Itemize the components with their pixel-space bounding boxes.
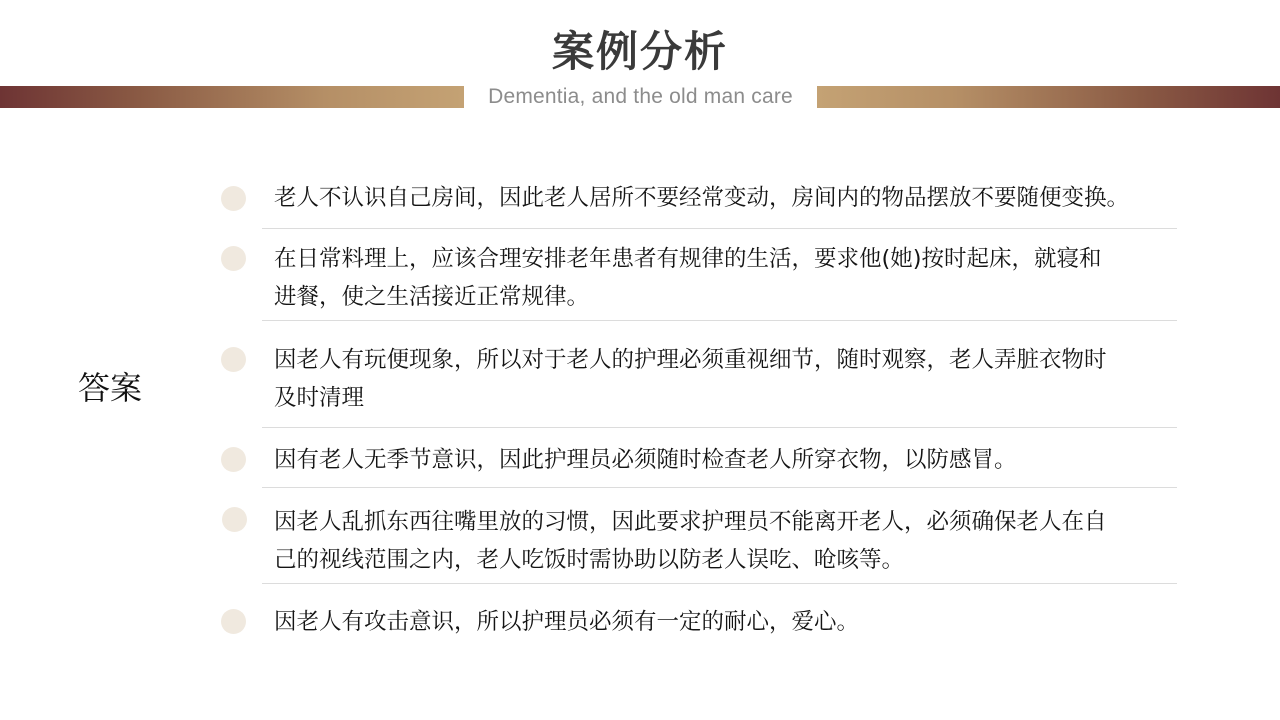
list-item-line: 及时清理 — [274, 385, 365, 411]
list-item-line: 因老人有攻击意识，所以护理员必须有一定的耐心，爱心。 — [274, 609, 860, 635]
list-item-line: 因老人有玩便现象，所以对于老人的护理必须重视细节，随时观察，老人弄脏衣物时 — [274, 347, 1107, 373]
list-item-line: 己的视线范围之内，老人吃饭时需协助以防老人误吃、呛咳等。 — [274, 547, 905, 573]
item-divider — [262, 228, 1177, 229]
item-divider — [262, 320, 1177, 321]
bullet-dot-icon — [221, 186, 246, 211]
bullet-dot-icon — [221, 609, 246, 634]
item-divider — [262, 487, 1177, 488]
list-item-line: 进餐，使之生活接近正常规律。 — [274, 284, 590, 310]
list-item-line: 在日常料理上，应该合理安排老年患者有规律的生活，要求他(她)按时起床，就寝和 — [274, 246, 1102, 272]
bullet-dot-icon — [221, 246, 246, 271]
item-divider — [262, 583, 1177, 584]
list-item-line: 因老人乱抓东西往嘴里放的习惯，因此要求护理员不能离开老人，必须确保老人在自 — [274, 509, 1107, 535]
answer-label: 答案 — [78, 369, 143, 407]
bullet-dot-icon — [221, 347, 246, 372]
page-title: 案例分析 — [551, 27, 728, 76]
page-subtitle: Dementia, and the old man care — [488, 85, 793, 108]
bullet-dot-icon — [222, 507, 247, 532]
bullet-dot-icon — [221, 447, 246, 472]
item-divider — [262, 427, 1177, 428]
list-item-line: 老人不认识自己房间，因此老人居所不要经常变动，房间内的物品摆放不要随便变换。 — [274, 185, 1130, 211]
list-item-line: 因有老人无季节意识，因此护理员必须随时检查老人所穿衣物，以防感冒。 — [274, 447, 1017, 473]
